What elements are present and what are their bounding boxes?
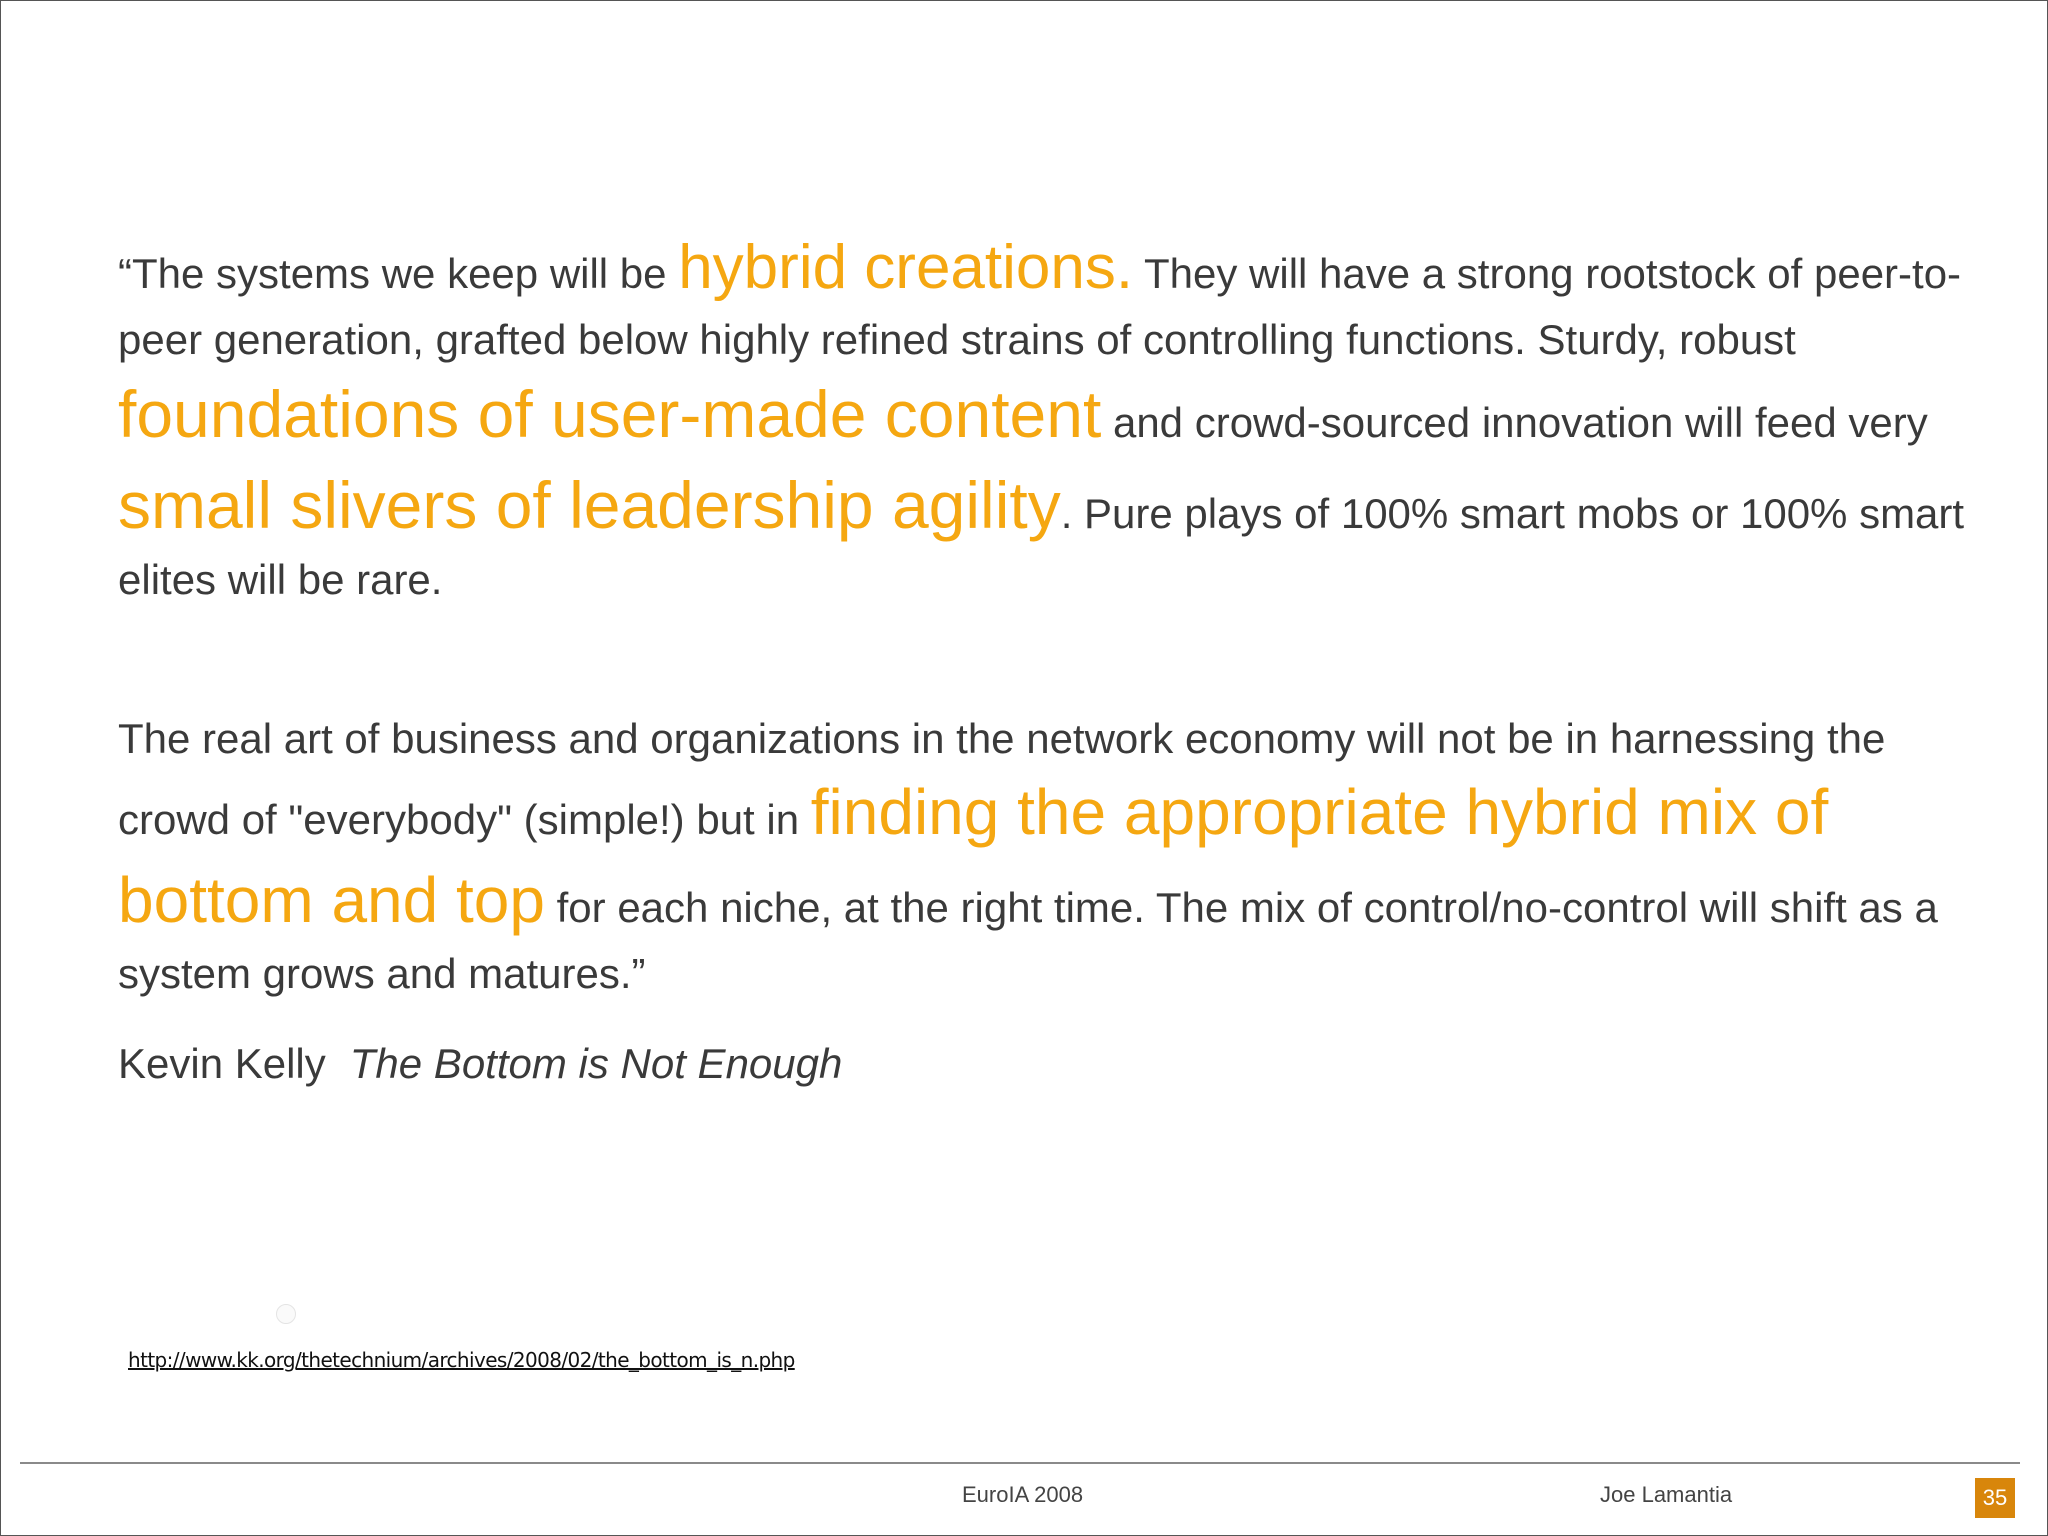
decorative-mark-icon bbox=[276, 1304, 296, 1324]
quote-text: “The systems we keep will be bbox=[118, 250, 679, 297]
quote-text: for each niche, at the right time. The mix of control/no-control will shift as a system grows and matures.” bbox=[118, 884, 1938, 997]
footer-event-name: EuroIA 2008 bbox=[962, 1482, 1084, 1507]
quote-text: . Pure plays of 100% smart mobs or 100% smart elites will be rare. bbox=[118, 489, 1965, 603]
footer-author-name: Joe Lamantia bbox=[1600, 1482, 1733, 1507]
quote-paragraph-2 bbox=[118, 710, 2008, 1003]
page-number-badge: 35 bbox=[1975, 1478, 2015, 1518]
quote-highlight: finding the appropriate hybrid mix of bottom and top bbox=[118, 775, 1829, 937]
quote-paragraph-1 bbox=[118, 225, 2008, 609]
footer-divider bbox=[20, 1462, 2020, 1464]
quote-highlight: small slivers of leadership agility bbox=[118, 467, 1061, 542]
quote-text: They will have a strong rootstock of peer-to-peer generation, grafted below highly refined strains of controlling functions. Sturdy, robust bbox=[118, 250, 1962, 363]
quote-attribution bbox=[118, 1040, 842, 1088]
attribution-work-title: The Bottom is Not Enough bbox=[349, 1040, 843, 1087]
source-link[interactable]: http://www.kk.org/thetechnium/archives/2008/02/the_bottom_is_n.php bbox=[128, 1348, 795, 1372]
quote-highlight: hybrid creations. bbox=[678, 233, 1134, 302]
quote-text: The real art of business and organizations in the network economy will not be in harnessing the crowd of "everybody" (simple!) but in bbox=[118, 715, 1886, 843]
attribution-author: Kevin Kelly bbox=[118, 1040, 326, 1087]
quote-highlight: foundations of user-made content bbox=[118, 376, 1102, 451]
quote-text: and crowd-sourced innovation will feed very bbox=[1101, 398, 1928, 446]
